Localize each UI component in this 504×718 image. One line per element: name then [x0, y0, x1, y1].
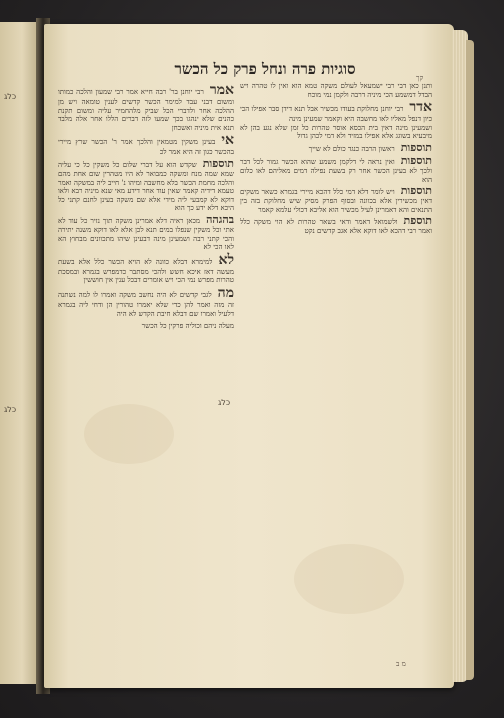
paragraph-text: לגבי קדשים לא היה נחשב משקה ואמרו לו למה נשתנה זה מזה ואמר להן כדי שלא יאמרו טהורין הן ודחי ליה בגמרא דלעיל ואמרו שם דבלא חיבת הקדש לא היה: [58, 290, 234, 318]
lead-word: לא: [218, 251, 234, 268]
paragraph-text: ויש לומר דלא דמי כלל דהכא מיירי בגמרא כשאר משקים דאין מכשירין אלא בכוונה ובסוף הפרק מסיק שיש מחלוקת בזה בין התנאים והא דאמרינן לעיל מכשיר הוא אליבא דכולי עלמא קאמר: [240, 188, 432, 214]
paragraph-text: ראשון הרבה כנגד כולם לא שייך: [308, 144, 395, 153]
text-block: [58, 213, 234, 252]
paragraph-text: ואין נראה לי דלקמן משמע שהוא הכשר גמור לכל דבר ולכך לא בעינן הכשר אחר רק בשעת נפילה דמים מאליהם לאו כלום הוא: [240, 157, 432, 184]
paragraph-text: רבי יוחנן בר' רבה חייא אמר רבי שמעון והלכה כמותו ומשום דבני עבד למימר הכשר קדשים לענין טומאה ויש מן ההלכה אחר ולדברי הכל שביק מלהחמיר עליה ומשום תקנת כהנים שלא ינהגו בכך שמעו לזה דברים הללו אחר אלה מלבד תנא אית מיניה ואשכחן: [58, 88, 234, 132]
section-tag: תוספת: [403, 214, 432, 228]
paragraph-text: שקדש הוא על דברי שלום כל משקין כל כי עליה שמא שמה מנח ומשקה כמבואר לא היו מטהרין שום אחת מהם והלכה מחמת הכשר בלא מחשבה ומיהו נ' חייב ליה במשקה ואמר טעמא דידיה קאמר שאין עוד אחר דידע מאי שנא מיניה רבא ולאו דוקא לא קמבעי ליה מידי אלא שם משקה בעינן לחנם קתני כל היכא דלא ידע כך הוא: [58, 160, 234, 213]
text-block: [240, 141, 432, 154]
section-tag: תוספות: [400, 184, 432, 198]
column-footer: מעלה ניהם וכוליה פרקין כל הכשר: [141, 322, 234, 331]
text-block: [58, 157, 234, 213]
text-block: [58, 82, 234, 132]
margin-note: כלג: [4, 405, 17, 414]
paragraph-text: למימרא דבלא כוונה לא הויא הכשר כלל אלא בשעת מעשה דאז איכא חשש ולהכי מסתבר כדמפרש בגמרא ובמסכת טהרות מפרש נמי הכי ויש אומרים דבכל ענין אין חוששין: [58, 257, 234, 285]
margin-note: כלג: [4, 92, 17, 101]
section-tag: תוספות: [400, 140, 432, 154]
paragraph-text: רבי יוחנן מחלוקת בעודו מכשיר אבל תנא דידן סבר אפילו הכי כיון דנפל מאליו לאו מחשבה היא וקאמר שמעינן מינה: [240, 105, 432, 124]
page-mark: מ ב: [396, 660, 406, 668]
text-block: [240, 99, 432, 124]
left-text-column: [58, 82, 234, 666]
lead-word: אדר: [409, 99, 432, 116]
paragraph-text: ושמעינן מינה דאין בית הכסא אוסר טהרות כל זמן שלא נגע בהן לא מיבעיא בשוגג אלא אפילו במזיד ולא דמי לכהן גדול: [240, 123, 432, 141]
text-block: [58, 285, 234, 318]
running-head: סוגיות פרה ונחל פרק כל הכשר: [174, 60, 356, 78]
lead-word: אמר: [209, 82, 234, 98]
section-tag: תוספות: [400, 153, 432, 167]
text-block: [240, 214, 432, 236]
lead-word: מה: [217, 284, 234, 301]
margin-note: כלג: [218, 398, 231, 407]
cover-edge: [466, 40, 474, 680]
text-block: [58, 252, 234, 285]
text-block: [240, 184, 432, 214]
text-block: [240, 124, 432, 141]
section-tag: תוספות: [202, 156, 234, 170]
text-block: [240, 82, 432, 99]
paragraph-text: מכאן ראיה דלא אמרינן משקה תוך נזיר כל עוד לא אתי וכל משקין שנפלו במים תנא לכן אלא לאו דוקא משנה יתירה והכי קתני רבה ושמעינן מינה דבעינן שיהו מתכוונים מבחוץ הא לאו הכי לא: [58, 216, 234, 252]
paragraph-text: ולשמואל דאמר ודאי בשאר טהרות לא הוי משקה כלל ואמר רבי דהכא לאו דוקא אלא אגב קדשים נקט: [240, 218, 432, 236]
paragraph-text: בעינן משקין מטמאין והלכך אמר ר' הכשר שרץ מיירי בהכשר כגון זה היא אמר לכ: [58, 138, 234, 157]
text-block: [240, 154, 432, 184]
right-text-column: [240, 82, 432, 666]
page-mark: קך: [416, 74, 424, 82]
paragraph-text: ותנן כאן דבי רבי ישמעאל לעולם משקה טמא הוא ואין לו טהרה ויש הבדל דמשמע הכי מיניה דרבה ולקמן נמי מוכח: [240, 82, 432, 99]
text-block: [58, 132, 234, 157]
lead-word: אי: [221, 132, 234, 149]
section-tag: בהגהה: [206, 212, 234, 226]
